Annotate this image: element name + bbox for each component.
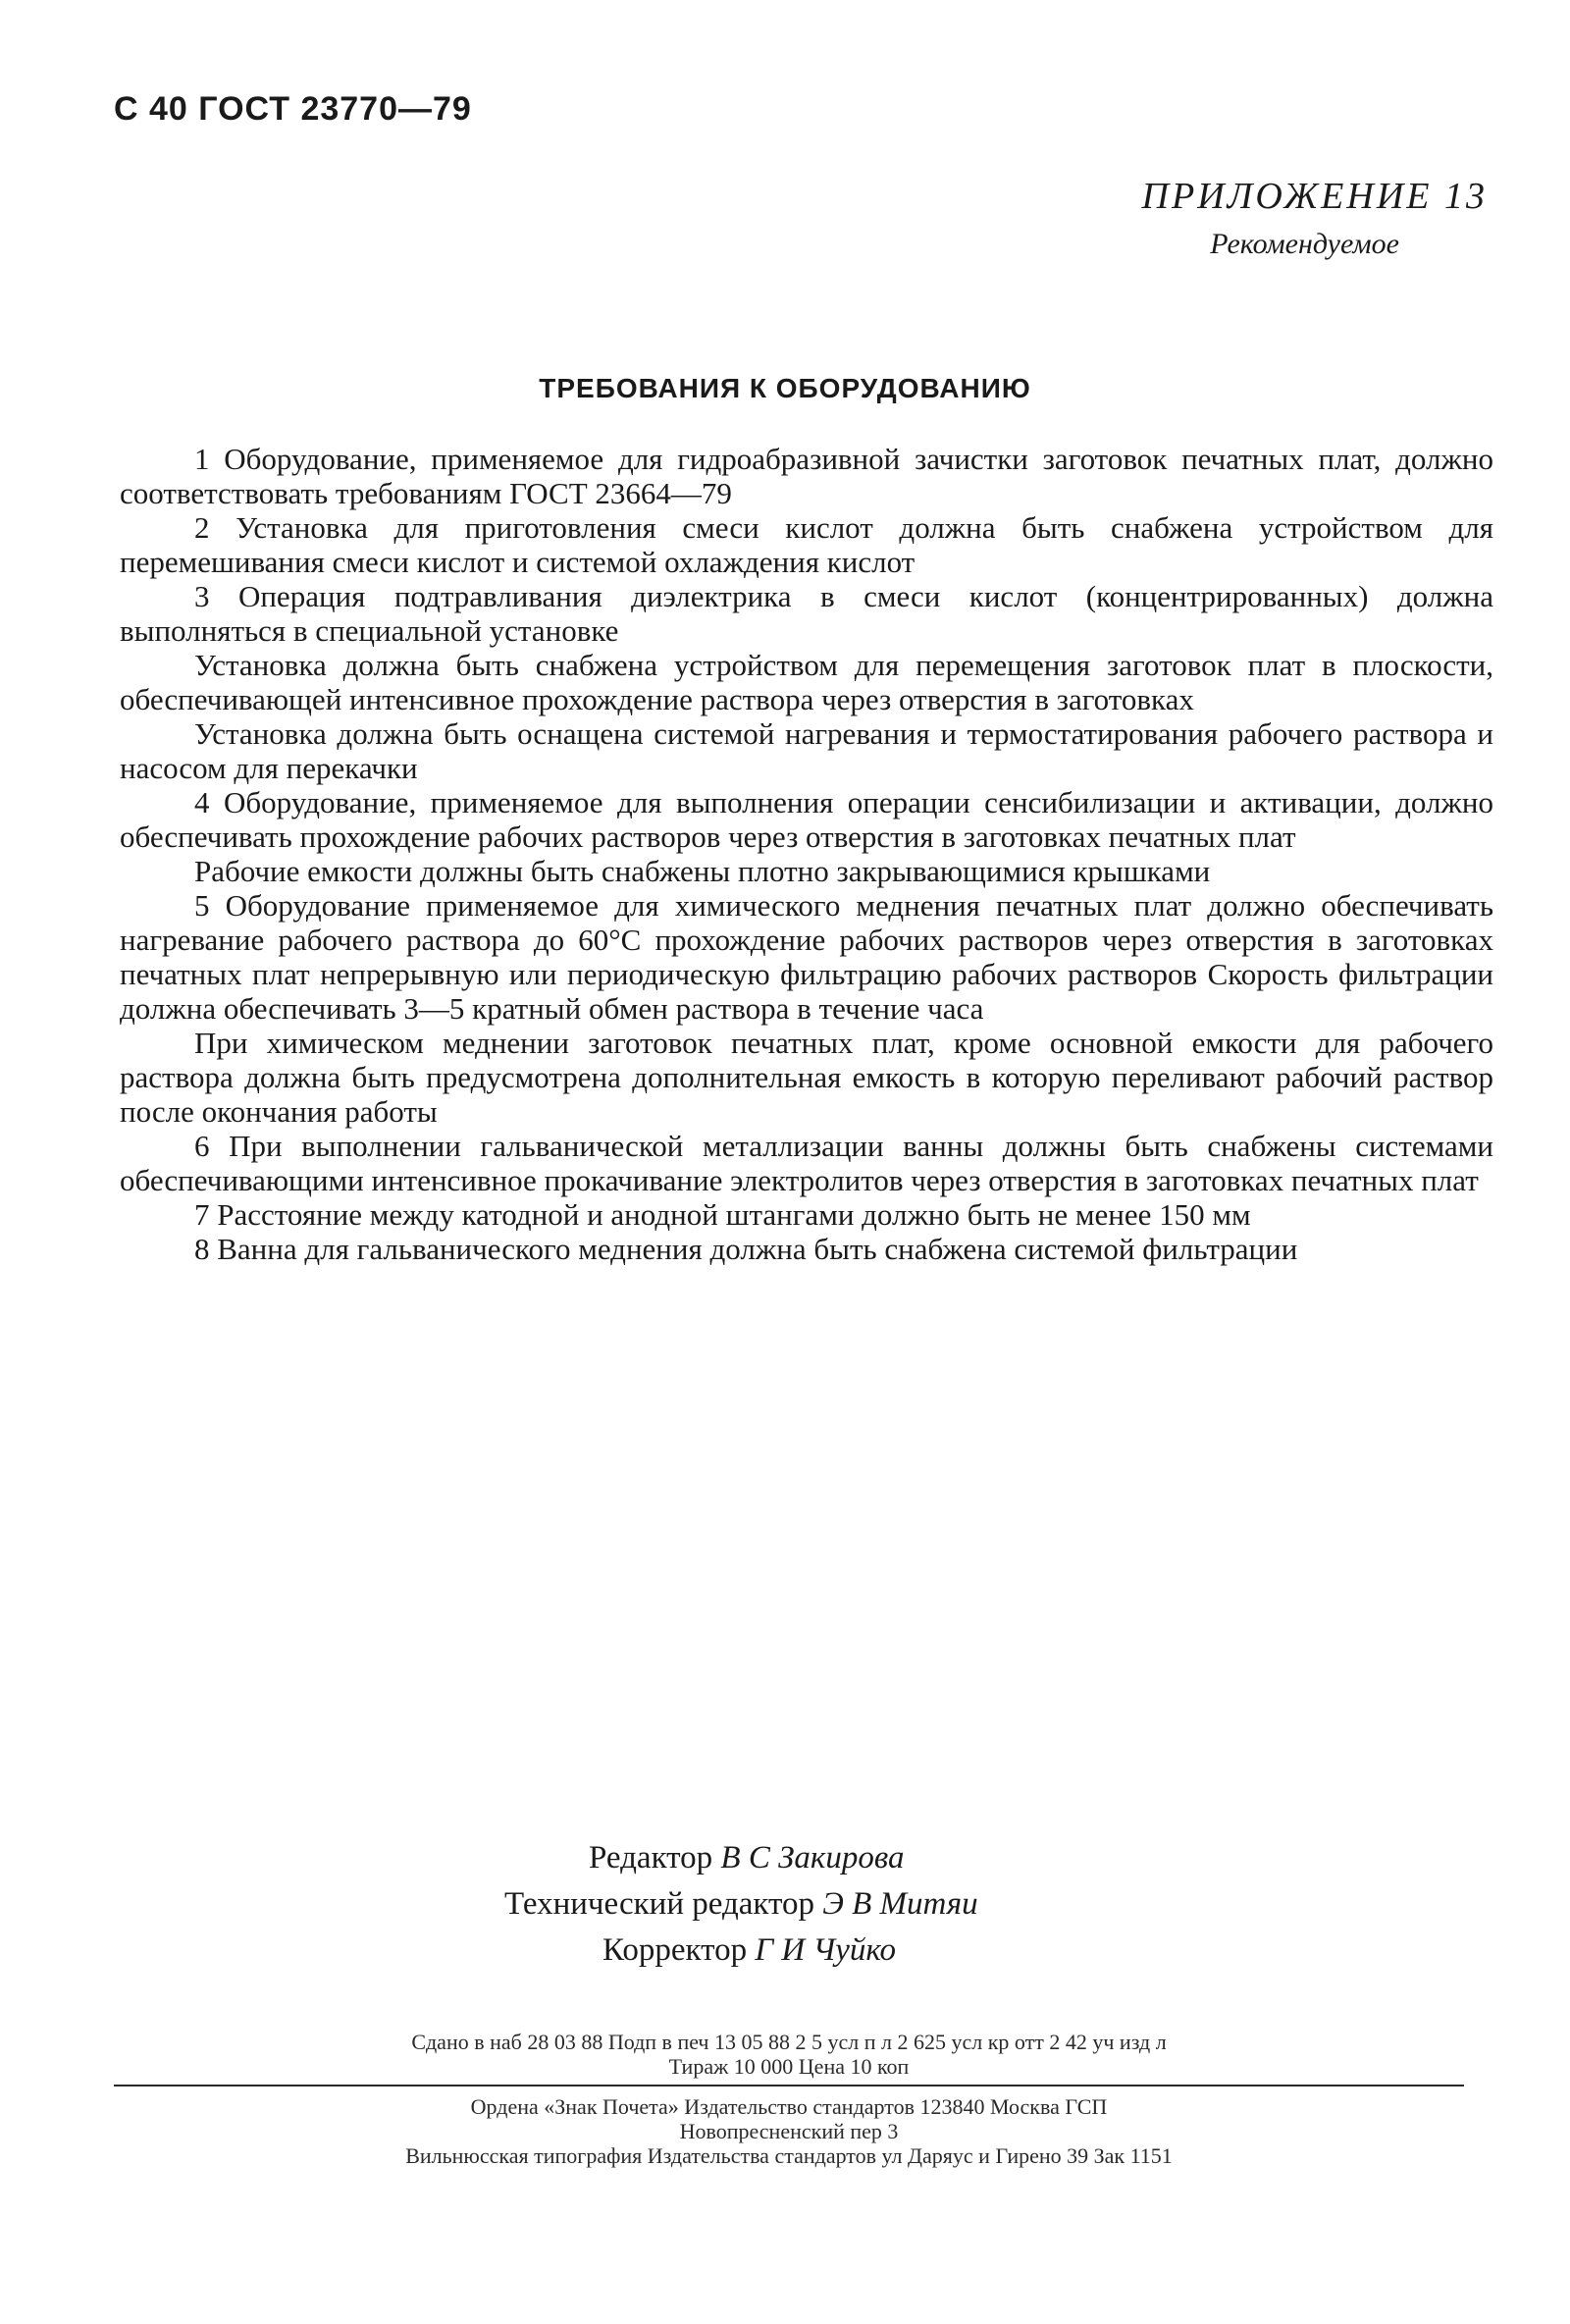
imprint-print-details: Сдано в наб 28 03 88 Подп в печ 13 05 88 2 5 усл п л 2 625 усл кр отт 2 42 уч изд л xyxy=(411,2030,1167,2054)
page-header-code: С 40 ГОСТ 23770—79 xyxy=(114,90,472,128)
credit-role: Технический редактор xyxy=(504,1886,814,1922)
paragraph: 5 Оборудование применяемое для химического меднения печатных плат должно обеспечивать нагревание рабочего раствора до 60°С прохождение рабочих растворов через отверстия в заготовках печатных плат непрерывную или периодическую фильтрацию рабочих растворов Скорость фильтрации должна обеспечивать 3—5 кратный обмен раствора в течение часа xyxy=(120,888,1493,1026)
paragraph: Установка должна быть снабжена устройством для перемещения заготовок плат в плоскости, обеспечивающей интенсивное прохождение раствора через отверстия в заготовках xyxy=(120,648,1493,716)
imprint-block xyxy=(114,2030,1464,2168)
credit-role: Корректор xyxy=(602,1932,748,1968)
credit-editor xyxy=(589,1835,1570,1881)
paragraph: Рабочие емкости должны быть снабжены плотно закрывающимися крышками xyxy=(194,854,1211,888)
appendix-number: ПРИЛОЖЕНИЕ 13 xyxy=(1141,176,1488,217)
credit-technical-editor xyxy=(504,1881,1570,1928)
credit-role: Редактор xyxy=(589,1840,713,1875)
credit-name: Г И Чуйко xyxy=(755,1932,897,1968)
section-body xyxy=(120,442,1493,1266)
credit-name: Э В Митяи xyxy=(822,1886,978,1922)
credit-name: В С Закирова xyxy=(720,1840,905,1875)
imprint-printer: Вильнюсская типография Издательства стандартов ул Даряус и Гирено 39 Зак 1151 xyxy=(405,2143,1173,2168)
section-title: ТРЕБОВАНИЯ К ОБОРУДОВАНИЮ xyxy=(539,373,1031,403)
imprint-publisher: Ордена «Знак Почета» Издательство стандартов 123840 Москва ГСП xyxy=(470,2094,1108,2119)
paragraph: 4 Оборудование, применяемое для выполнения операции сенсибилизации и активации, должно обеспечивать прохождение рабочих растворов через отверстия в заготовках печатных плат xyxy=(120,785,1493,854)
appendix-label xyxy=(1142,175,1488,261)
paragraph: 6 При выполнении гальванической металлизации ванны должны быть снабжены системами обеспечивающими интенсивное прокачивание электролитов через отверстия в заготовках печатных плат xyxy=(120,1129,1493,1197)
paragraph: 3 Операция подтравливания диэлектрика в смеси кислот (концентрированных) должна выполняться в специальной установке xyxy=(120,579,1493,648)
credit-corrector xyxy=(602,1928,1570,1974)
imprint-circulation: Тираж 10 000 Цена 10 коп xyxy=(668,2054,910,2079)
paragraph: 2 Установка для приготовления смеси кислот должна быть снабжена устройством для перемешивания смеси кислот и системой охлаждения кислот xyxy=(120,510,1493,579)
paragraph: При химическом меднении заготовок печатных плат, кроме основной емкости для рабочего раствора должна быть предусмотрена дополнительная емкость в которую переливают рабочий раствор после окончания работы xyxy=(120,1026,1493,1129)
credits-block xyxy=(0,1835,1570,1974)
paragraph: 1 Оборудование, применяемое для гидроабразивной зачистки заготовок печатных плат, должно соответствовать требованиям ГОСТ 23664—79 xyxy=(120,442,1493,510)
appendix-status: Рекомендуемое xyxy=(1210,228,1399,260)
imprint-divider xyxy=(114,2085,1464,2086)
paragraph: Установка должна быть оснащена системой нагревания и термостатирования рабочего раствора и насосом для перекачки xyxy=(120,716,1493,785)
paragraph: 8 Ванна для гальванического меднения должна быть снабжена системой фильтрации xyxy=(194,1232,1298,1266)
imprint-publisher-address: Новопресненский пер 3 xyxy=(679,2119,899,2143)
paragraph: 7 Расстояние между катодной и анодной штангами должно быть не менее 150 мм xyxy=(194,1197,1251,1232)
